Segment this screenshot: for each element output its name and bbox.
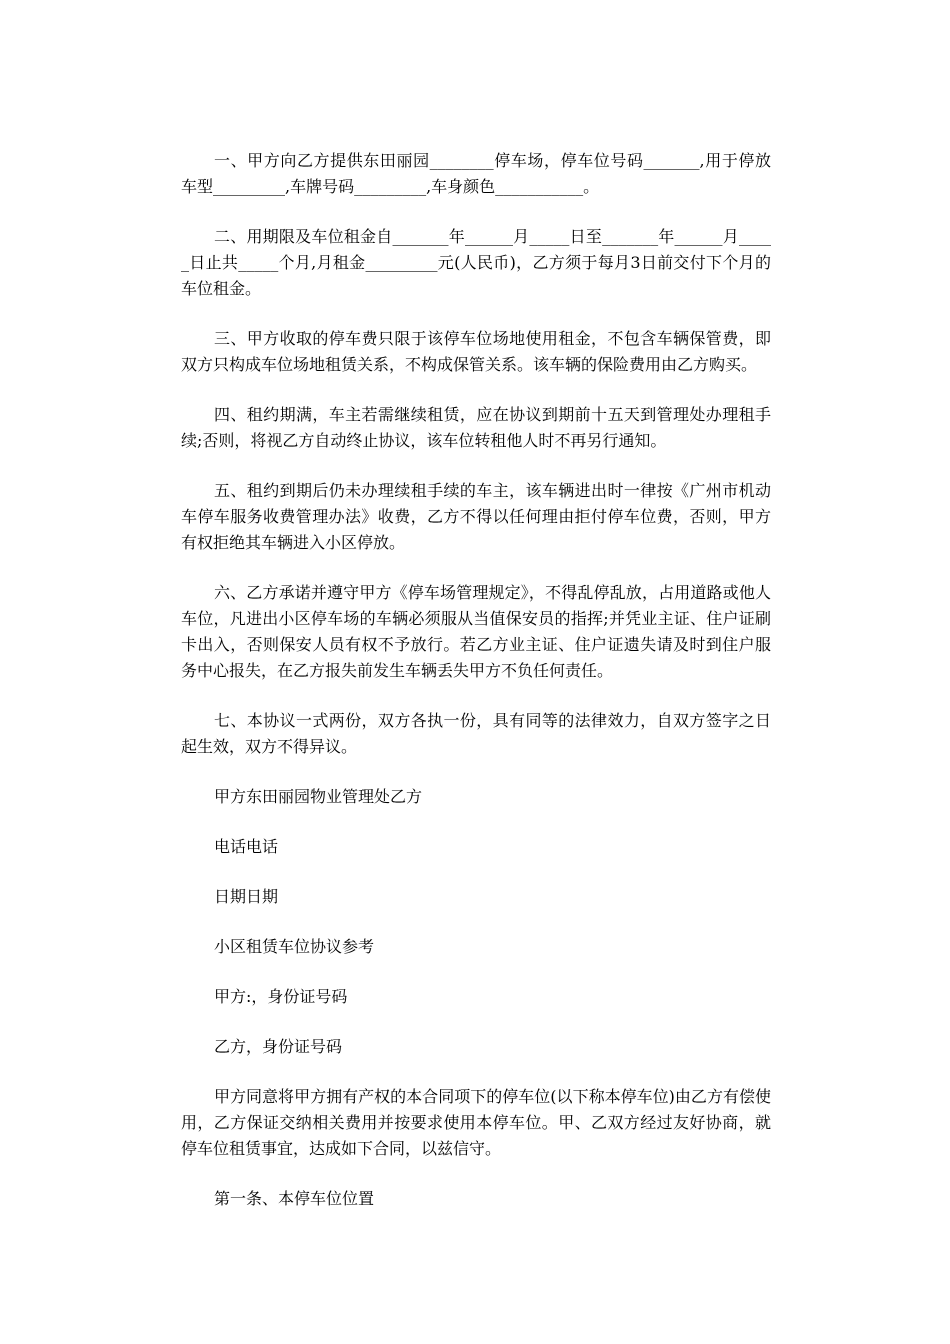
party-b-line: 乙方，身份证号码: [214, 1037, 343, 1056]
clause-6: 六、乙方承诺并遵守甲方《停车场管理规定》，不得乱停乱放，占用道路或他人车位，凡进出小区停车场的车辆必须服从当值保安员的指挥;并凭业主证、住户证刷卡出入，否则保安人员有权不予放行。若乙方业主证、住户证遗失请及时到住户服务中心报失，在乙方报失前发生车辆丢失甲方不负任何责任。: [181, 583, 771, 680]
second-agreement-title: 小区租赁车位协议参考: [214, 937, 375, 956]
clause-4: 四、租约期满，车主若需继续租赁，应在协议到期前十五天到管理处办理租手续;否则，将视乙方自动终止协议，该车位转租他人时不再另行通知。: [181, 405, 771, 450]
signature-parties: 甲方东田丽园物业管理处乙方: [214, 787, 423, 806]
clause-3: 三、甲方收取的停车费只限于该停车位场地使用租金，不包含车辆保管费，即双方只构成车位场地租赁关系，不构成保管关系。该车辆的保险费用由乙方购买。: [181, 329, 771, 374]
article-1-heading: 第一条、本停车位位置: [214, 1189, 375, 1208]
intro-paragraph: 甲方同意将甲方拥有产权的本合同项下的停车位(以下称本停车位)由乙方有偿使用，乙方保证交纳相关费用并按要求使用本停车位。甲、乙双方经过友好协商，就停车位租赁事宜，达成如下合同，以兹信守。: [181, 1087, 771, 1158]
clause-5: 五、租约到期后仍未办理续租手续的车主，该车辆进出时一律按《广州市机动车停车服务收费管理办法》收费，乙方不得以任何理由拒付停车位费，否则，甲方有权拒绝其车辆进入小区停放。: [181, 481, 771, 552]
clause-7: 七、本协议一式两份，双方各执一份，具有同等的法律效力，自双方签字之日起生效，双方不得异议。: [181, 711, 771, 756]
signature-dates: 日期日期: [214, 887, 279, 906]
document-body: [181, 148, 771, 1236]
clause-1: 一、甲方向乙方提供东田丽园________停车场，停车位号码_______,用于停放车型_________,车牌号码_________,车身颜色___________。: [181, 151, 771, 196]
party-a-line: 甲方:，身份证号码: [214, 987, 348, 1006]
signature-phones: 电话电话: [214, 837, 279, 856]
clause-2: 二、用期限及车位租金自_______年______月_____日至_______年______月_____日止共_____个月,月租金_________元(人民币)，乙方须于每月3日前交付下个月的车位租金。: [181, 227, 771, 298]
